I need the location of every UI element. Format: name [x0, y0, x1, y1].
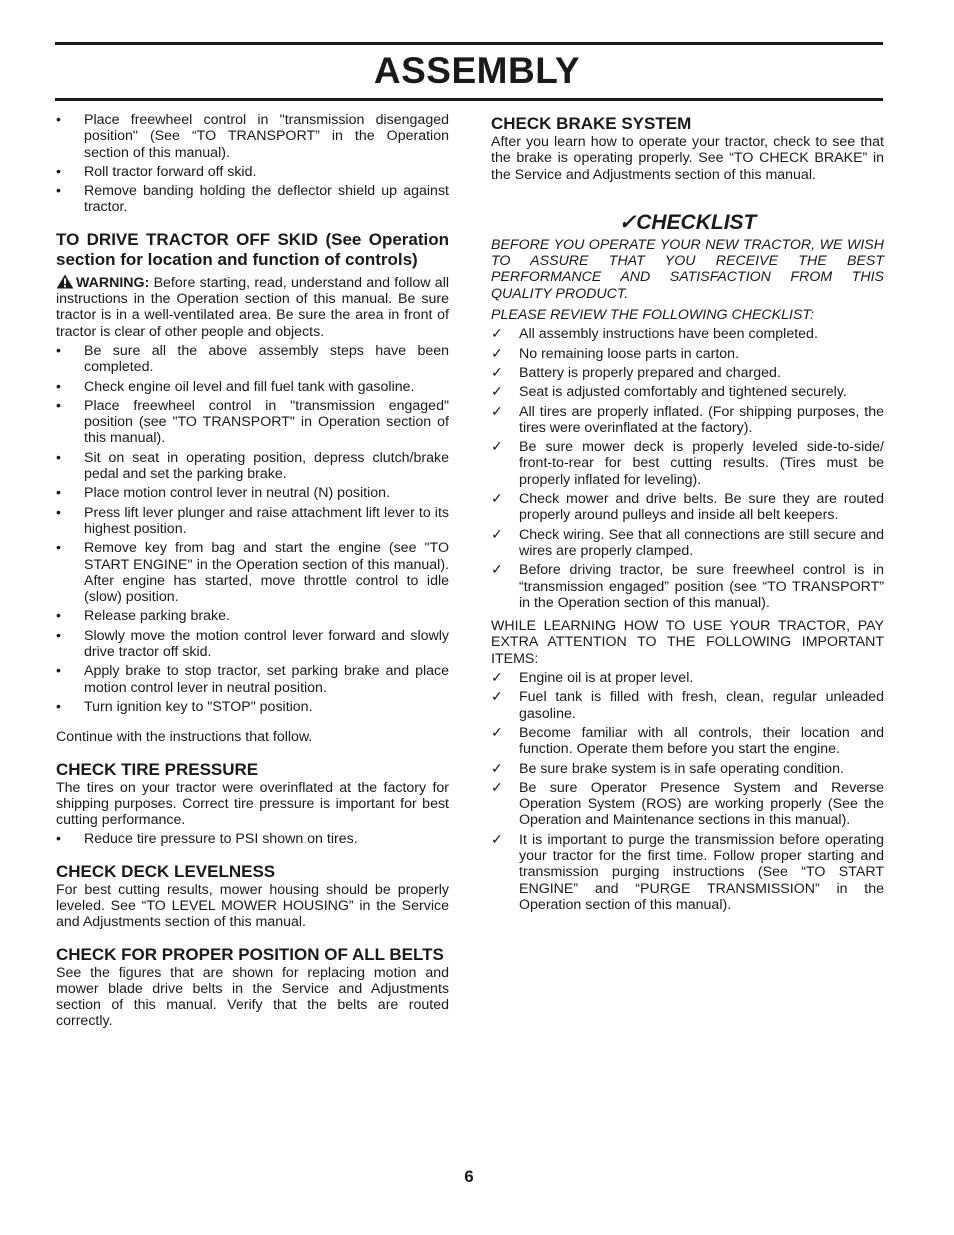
checklist-items [491, 326, 884, 611]
checklist-item: ✓ All tires are properly inflated. (For shipping purposes, the tires were overinflated at the factory). [491, 404, 884, 437]
tire-pressure-text: The tires on your tractor were overinflated at the factory for shipping purposes. Correct tire pressure is important for best cutting performance. [56, 779, 449, 829]
drive-bullet-list [56, 343, 449, 715]
checklist-intro: BEFORE YOU OPERATE YOUR NEW TRACTOR, WE WISH TO ASSURE THAT YOU RECEIVE THE BEST PERFORMANCE AND SATISFACTION FROM THIS QUALITY PRODUCT. [491, 236, 884, 302]
checklist-item: ✓ No remaining loose parts in carton. [491, 346, 884, 362]
checklist-item: ✓ Before driving tractor, be sure freewheel control is in “transmission engaged” position (see “TO TRANSPORT” in the Operation section of this manual). [491, 562, 884, 611]
checklist-item: ✓ Be sure Operator Presence System and Reverse Operation System (ROS) are working properly (See the Operation and Maintenance sections in this manual). [491, 780, 884, 829]
checklist-item: ✓ Fuel tank is filled with fresh, clean, regular unleaded gasoline. [491, 689, 884, 722]
checklist-item: ✓ Become familiar with all controls, their location and function. Operate them before you start the engine. [491, 725, 884, 758]
continue-text: Continue with the instructions that follow. [56, 729, 313, 746]
tire-pressure-heading: CHECK TIRE PRESSURE [56, 759, 259, 779]
bullet-item: • Slowly move the motion control lever forward and slowly drive tractor off skid. [56, 628, 449, 661]
page-title: ASSEMBLY [373, 50, 581, 91]
checklist-item: ✓ Check wiring. See that all connections are still secure and wires are properly clamped. [491, 527, 884, 560]
deck-levelness-text: For best cutting results, mower housing should be properly leveled. See “TO LEVEL MOWER HOUSING” in the Service and Adjustments section of this manual. [56, 881, 449, 931]
intro-bullet-list [56, 112, 449, 216]
drive-off-skid-heading: TO DRIVE TRACTOR OFF SKID (See Operation section for location and function of controls) [56, 229, 449, 269]
belts-heading: CHECK FOR PROPER POSITION OF ALL BELTS [56, 944, 444, 964]
header-top-rule [55, 42, 883, 45]
belts-text: See the figures that are shown for replacing motion and mower blade drive belts in the Service and Adjustments section of this manual. Verify that the belts are routed correctly. [56, 964, 449, 1030]
bullet-item: • Turn ignition key to "STOP" position. [56, 699, 449, 715]
brake-system-heading: CHECK BRAKE SYSTEM [491, 114, 692, 133]
checklist-title: ✓CHECKLIST [618, 210, 757, 234]
bullet-item: • Place freewheel control in "transmission disengaged position" (See “TO TRANSPORT” in the Operation section of this manual). [56, 112, 449, 161]
warning-label: WARNING: [76, 274, 150, 291]
checklist-item: ✓ It is important to purge the transmission before operating your tractor for the first time. Follow proper starting and transmission purging instructions (See “TO START ENGINE” and “PURGE TRANSMISSION” in the Operation section of this manual). [491, 832, 884, 913]
tire-bullet-list [56, 831, 449, 847]
warning-triangle-icon [56, 274, 74, 289]
checklist-item: ✓ Seat is adjusted comfortably and tightened securely. [491, 384, 884, 400]
warning-text: Before starting, read, understand and follow all instructions in the Operation section of this manual. Be sure tractor is in a well-ventilated area. Be sure the area in front of tractor is clear of other people and objects. [56, 274, 449, 340]
checklist-item: ✓ Be sure brake system is in safe operating condition. [491, 761, 884, 777]
bullet-item: • Reduce tire pressure to PSI shown on tires. [56, 831, 449, 847]
checklist-review-label: PLEASE REVIEW THE FOLLOWING CHECKLIST: [491, 307, 814, 324]
learning-items [491, 670, 884, 913]
page-number: 6 [464, 1167, 474, 1186]
bullet-item: • Roll tractor forward off skid. [56, 164, 449, 180]
left-column [56, 110, 449, 1030]
header-bottom-rule [55, 98, 883, 101]
bullet-item: • Press lift lever plunger and raise attachment lift lever to its highest position. [56, 505, 449, 538]
checklist-item: ✓ Battery is properly prepared and charged. [491, 365, 884, 381]
bullet-item: • Remove key from bag and start the engine (see "TO START ENGINE" in the Operation section of this manual). After engine has started, move throttle control to idle (slow) position. [56, 540, 449, 605]
brake-system-text: After you learn how to operate your tractor, check to see that the brake is operating properly. See “TO CHECK BRAKE” in the Service and Adjustments section of this manual. [491, 134, 884, 183]
right-column [491, 114, 884, 916]
checklist-item: ✓ Engine oil is at proper level. [491, 670, 884, 686]
bullet-item: • Apply brake to stop tractor, set parking brake and place motion control lever in neutral position. [56, 663, 449, 696]
bullet-item: • Sit on seat in operating position, depress clutch/brake pedal and set the parking brake. [56, 450, 449, 483]
deck-levelness-heading: CHECK DECK LEVELNESS [56, 861, 276, 881]
warning-paragraph [56, 274, 449, 340]
learning-text: WHILE LEARNING HOW TO USE YOUR TRACTOR, PAY EXTRA ATTENTION TO THE FOLLOWING IMPORTANT ITEMS: [491, 618, 884, 667]
bullet-item: • Be sure all the above assembly steps have been completed. [56, 343, 449, 376]
checklist-item: ✓ Check mower and drive belts. Be sure they are routed properly around pulleys and inside all belt keepers. [491, 491, 884, 524]
bullet-item: • Place motion control lever in neutral (N) position. [56, 485, 449, 501]
checklist-item: ✓ Be sure mower deck is properly leveled side-to-side/ front-to-rear for best cutting results. (Tires must be properly inflated for leveling). [491, 439, 884, 488]
bullet-item: • Release parking brake. [56, 608, 449, 624]
bullet-item: • Place freewheel control in "transmission engaged" position (see "TO TRANSPORT" in Operation section of this manual). [56, 398, 449, 447]
bullet-item: • Remove banding holding the deflector shield up against tractor. [56, 183, 449, 216]
checklist-item: ✓ All assembly instructions have been completed. [491, 326, 884, 342]
bullet-item: • Check engine oil level and fill fuel tank with gasoline. [56, 379, 449, 395]
